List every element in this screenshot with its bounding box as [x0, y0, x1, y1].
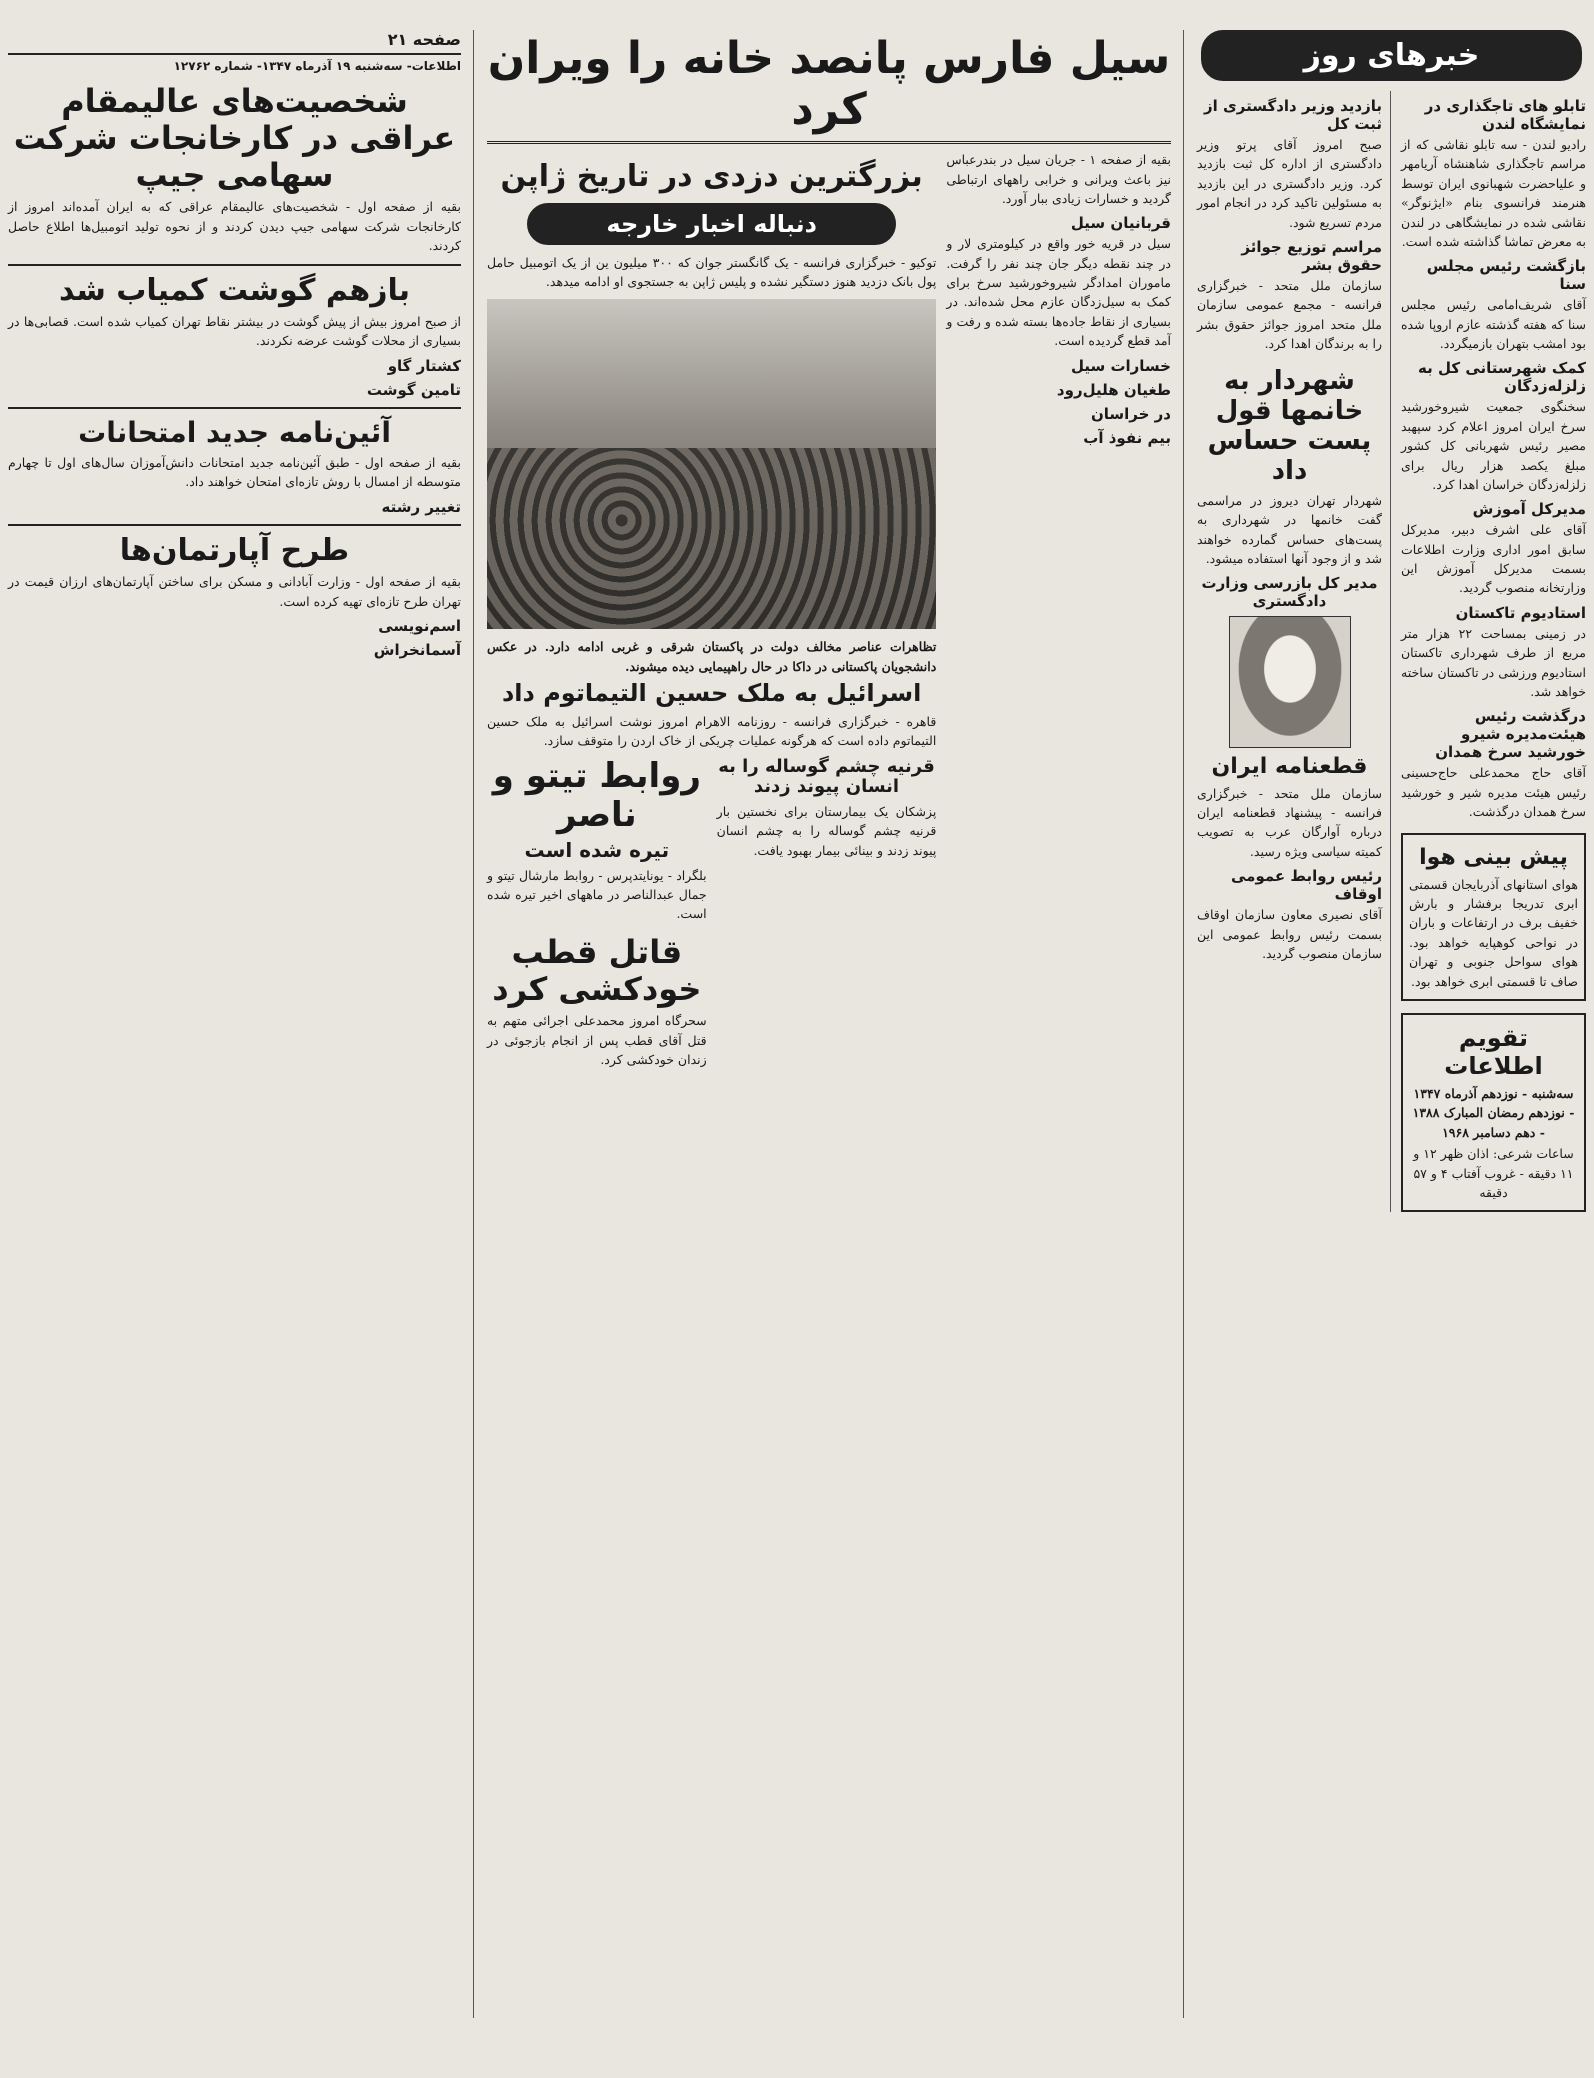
weather-body: هوای استانهای آذربایجان قسمتی ابری تدریجا برفشار و بارش خفیف برف در ارتفاعات و باران در نواحی کوهپایه خواهد بود. هوای سواحل جنوبی و تهران صاف تا قسمتی ابری خواهد بود. — [1409, 876, 1578, 989]
calendar-title: تقویم اطلاعات — [1444, 1023, 1543, 1080]
rule-3 — [8, 524, 461, 526]
left-column — [0, 30, 469, 2078]
portrait-caption: مدیر کل بازرسی وزارت دادگستری — [1201, 574, 1378, 611]
coronation-body: رادیو لندن - سه تابلو نقاشی که از مراسم تاجگذاری شاهنشاه آریامهر و علیاحضرت شهبانوی ایران توسط هنرمند فرانسوی بنام «ایژنوگر» نقاشی شده در نمایشگاهی در لندن به معرض تماشا گذاشته شده است. — [1401, 137, 1586, 249]
tito-subheadline: تیره شده است — [524, 837, 670, 862]
human-rights-body: سازمان ملل متحد - خبرگزاری فرانسه - مجمع عمومی سازمان ملل متحد امروز جوائز حقوق بشر را به برندگان اهدا کرد. — [1197, 277, 1382, 351]
meat-headline: بازهم گوشت کمیاب شد — [58, 272, 411, 308]
calf-body: پزشکان یک بیمارستان برای نخستین بار قرنیه چشم گوساله را به چشم انسان پیوند زدند و بینائی بیمار بهبود یافت. — [716, 803, 937, 858]
calendar-times: ساعات شرعی: اذان ظهر ۱۲ و ۱۱ دقیقه - غروب آفتاب ۴ و ۵۷ دقیقه — [1413, 1146, 1574, 1200]
calendar-body: سه‌شنبه - نوزدهم آذرماه ۱۳۴۷ - نوزدهم رمضان المبارک ۱۳۸۸ - دهم دسامبر ۱۹۶۸ — [1412, 1086, 1575, 1140]
exam-body: بقیه از صفحه اول - طبق آئین‌نامه جدید امتحانات دانش‌آموزان سال‌های اول تا چهارم متوسطه از امسال با روش تازه‌ای امتحان خواهند داد. — [8, 454, 461, 490]
education-body: آقای علی اشرف دبیر، مدیرکل سابق امور اداری وزارت اطلاعات بسمت مدیرکل آموزش این وزارتخانه منصوب گردید. — [1401, 522, 1586, 596]
digest-col-b — [1197, 91, 1391, 1212]
news-box-title: خبرهای روز — [1201, 30, 1582, 81]
minister-visit-body: صبح امروز آقای پرتو وزیر دادگستری از اداره کل ثبت بازدید کرد. وزیر دادگستری در این بازدید به مسئولین تاکید کرد در انجام امور مردم تسریع شود. — [1197, 137, 1382, 230]
obituary-title: درگذشت رئیس هیئت‌مدیره شیرو خورشید سرخ همدان — [1435, 707, 1586, 762]
mayor-headline: شهردار به خانمها قول پست حساس داد — [1207, 366, 1372, 487]
stadium-body: در زمینی بمساحت ۲۲ هزار متر مربع از طرف شهرداری تاکستان استادیوم ورزشی در تاکستان ساخته خواهد شد. — [1401, 625, 1586, 699]
calf-headline: قرنیه چشم گوساله را به انسان پیوند زدند — [718, 755, 935, 798]
issue-line: اطلاعات- سه‌شنبه ۱۹ آذرماه ۱۳۴۷- شماره ۱۲۷۶۲ — [173, 59, 461, 73]
iraqi-headline: شخصیت‌های عالیمقام عراقی در کارخانجات شرکت سهامی جیپ — [13, 82, 456, 194]
resolution-body: سازمان ملل متحد - خبرگزاری فرانسه - پیشنهاد قطعنامه ایران درباره آوارگان عرب به تصویب کمیته سیاسی ویژه رسید. — [1197, 785, 1382, 859]
flood-body-1: سیل در قریه خور واقع در کیلومتری لار و در چند نقطه دیگر جان چند نفر را گرفت. ماموران امدادگر شیروخورشید سرخ برای کمک به سیل‌زدگان عازم محل شده‌اند. در بسیاری از نقاط جاده‌ها بسته شده و رفت و آمد قطع گردیده است. — [946, 236, 1171, 349]
killer-body: سحرگاه امروز محمدعلی اجرائی متهم به قتل آقای قطب پس از انجام بازجوئی در زندان خودکشی کرد. — [486, 1013, 707, 1068]
flood-sub-1: قربانیان سیل — [1070, 214, 1171, 233]
apartment-sub-2: آسمانخراش — [373, 640, 461, 659]
israel-body: قاهره - خبرگزاری فرانسه - روزنامه الاهرام امروز نوشت اسرائیل به ملک حسین التیماتوم داده است که هرگونه عملیات چریکی از خاک اردن را متوقف سازد. — [487, 713, 937, 749]
stadium-title: استادیوم تاکستان — [1455, 603, 1586, 622]
resolution-headline: قطعنامه ایران — [1211, 754, 1368, 780]
iraqi-body: بقیه از صفحه اول - شخصیت‌های عالیمقام عراقی که به ایران آمده‌اند امروز از کارخانجات شرکت سهامی جیپ دیدن کردند و از نحوه تولید اتومبیل‌ها اطلاع حاصل کردند. — [8, 199, 461, 254]
main-headline: سیل فارس پانصد خانه را ویران کرد — [487, 34, 1171, 144]
exam-headline: آئین‌نامه جدید امتحانات — [78, 415, 391, 449]
apartment-sub-1: اسم‌نویسی — [378, 616, 461, 635]
apartment-headline: طرح آپارتمان‌ها — [119, 532, 350, 568]
endowment-body: آقای نصیری معاون سازمان اوقاف بسمت رئیس روابط عمومی این سازمان منصوب گردید. — [1197, 907, 1382, 961]
page-label: صفحه ۲۱ — [387, 30, 461, 49]
rule-1 — [8, 264, 461, 266]
masthead — [8, 30, 461, 55]
meat-sub-2: تامین گوشت — [366, 380, 461, 399]
flood-sub-3: طغیان هلیل‌رود — [1056, 380, 1171, 399]
education-title: مدیرکل آموزش — [1472, 500, 1586, 519]
senate-title: بازگشت رئیس مجلس سنا — [1426, 257, 1586, 294]
official-portrait — [1229, 616, 1351, 748]
minister-visit-title: بازدید وزیر دادگستری از ثبت کل — [1204, 97, 1382, 133]
flood-intro: بقیه از صفحه ۱ - جریان سیل در بندرعباس نیز باعث ویرانی و خرابی راههای ارتباطی گردید و خسارات زیادی ببار آورد. — [946, 152, 1171, 206]
tito-body: بلگراد - یونایتدپرس - روابط مارشال تیتو و جمال عبدالناصر در ماههای اخیر تیره شده است. — [486, 867, 707, 922]
flood-sub-4: در خراسان — [1090, 404, 1171, 423]
weather-box — [1401, 833, 1586, 1001]
exam-sub-1: تغییر رشته — [381, 497, 461, 516]
divider-2 — [473, 30, 474, 2018]
rule-2 — [8, 407, 461, 409]
japan-section — [487, 148, 936, 1071]
calendar-box — [1401, 1013, 1586, 1212]
senate-body: آقای شریف‌امامی رئیس مجلس سنا که هفته گذشته عازم اروپا شده بود امشب بتهران بازمیگردد. — [1401, 297, 1586, 351]
human-rights-title: مراسم توزیع جوائز حقوق بشر — [1241, 237, 1382, 274]
digest-col-a — [1401, 91, 1586, 1212]
right-column — [1189, 30, 1594, 2078]
photo-caption: تظاهرات عناصر مخالف دولت در پاکستان شرقی و غربی ادامه دارد. در عکس دانشجویان پاکستانی در داکا در حال راهپیمایی دیده میشوند. — [487, 639, 937, 674]
quake-aid-body: سخنگوی جمعیت شیروخورشید سرخ ایران امروز اعلام کرد سپهبد مصیر رئیس شهربانی کل کشور مبلغ یکصد هزار ریال برای زلزله‌زدگان خراسان اهدا کرد. — [1401, 399, 1586, 492]
mayor-body: شهردار تهران دیروز در مراسمی گفت خانمها در شهرداری به پست‌های حساس گمارده خواهند شد و از وجود آنها استفاده میشود. — [1197, 492, 1382, 567]
flood-sub-5: بیم نفوذ آب — [1083, 428, 1171, 447]
protest-photo — [487, 299, 936, 629]
photo-crowd — [487, 448, 936, 630]
foreign-box-title: دنباله اخبار خارجه — [527, 203, 896, 245]
endowment-title: رئیس روابط عمومی اوقاف — [1230, 867, 1382, 904]
meat-sub-1: کشتار گاو — [387, 356, 461, 375]
center-column — [479, 30, 1179, 2078]
japan-body: توکیو - خبرگزاری فرانسه - یک گانگستر جوان که ۳۰۰ میلیون ین از یک اتومبیل حامل پول بانک دزدید هنوز دستگیر نشده و پلیس ژاپن به جستجوی او ادامه میدهد. — [487, 254, 937, 290]
tito-headline: روابط تیتو و ناصر — [492, 755, 701, 835]
weather-title: پیش بینی هوا — [1419, 845, 1568, 871]
coronation-title: تابلو های تاجگذاری در نمایشگاه لندن — [1424, 97, 1586, 133]
japan-headline: بزرگترین دزدی در تاریخ ژاپن — [500, 159, 923, 195]
meat-body: از صبح امروز بیش از پیش گوشت در بیشتر نقاط تهران کمیاب شده است. قصابی‌ها در بسیاری از محلات گوشت عرضه نکردند. — [8, 314, 461, 349]
divider-1 — [1183, 30, 1184, 2018]
killer-headline: قاتل قطب خودکشی کرد — [492, 932, 702, 1008]
obituary-body: آقای حاج محمدعلی حاج‌حسینی رئیس هیئت مدیره شیر و خورشید سرخ همدان درگذشت. — [1401, 765, 1586, 819]
israel-headline: اسرائیل به ملک حسین التیماتوم داد — [501, 679, 922, 708]
apartment-body: بقیه از صفحه اول - وزارت آبادانی و مسکن برای ساختن آپارتمان‌های ارزان قیمت در تهران طرح تازه‌ای تهیه کرده است. — [8, 574, 461, 609]
quake-aid-title: کمک شهرستانی کل به زلزله‌زدگان — [1418, 359, 1586, 396]
flood-sub-2: خسارات سیل — [1070, 356, 1171, 375]
flood-story — [946, 148, 1171, 1071]
